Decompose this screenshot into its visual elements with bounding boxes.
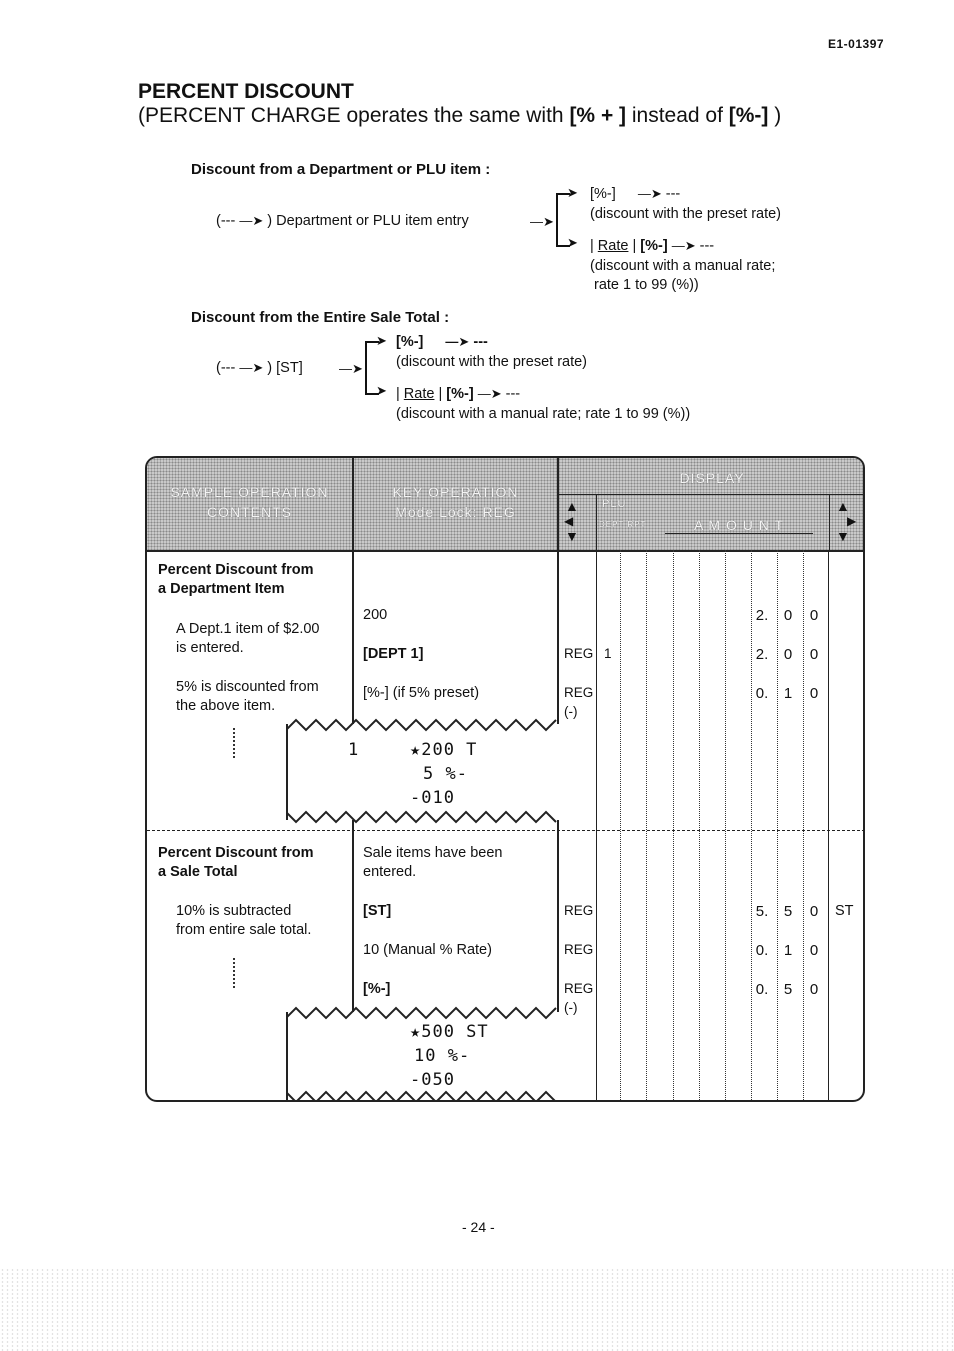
display-digit: 0	[809, 646, 819, 663]
arrow-left-icon: ◀	[564, 514, 574, 528]
operation-table	[145, 456, 865, 1102]
header-display: DISPLAY	[679, 470, 745, 486]
continuation-dots	[233, 958, 235, 988]
block1-key-3: [%-] (if 5% preset)	[363, 685, 480, 701]
display-digit: 0	[809, 942, 819, 959]
arrow-down-icon: ▼	[836, 528, 850, 544]
subtitle-key-minus: [%-]	[728, 104, 769, 127]
dept-branch1	[590, 186, 680, 202]
receipt-tear-edge	[286, 716, 559, 732]
display-digit: 0	[809, 607, 819, 624]
total-branch2-end: ---	[505, 386, 521, 402]
block2-desc1-line1: 10% is subtracted	[176, 903, 292, 919]
block1-key-2: [DEPT 1]	[363, 646, 424, 662]
header-contents-line2: CONTENTS	[207, 504, 292, 520]
receipt-line: -050	[410, 1070, 455, 1090]
arrow-right-icon: ―➤	[530, 214, 554, 229]
table-header	[147, 458, 863, 552]
total-branch1-key: [%-]	[396, 334, 424, 350]
display-digit: 0	[809, 981, 819, 998]
receipt-printout	[286, 724, 559, 820]
header-key-line2: Mode Lock: REG	[395, 504, 516, 520]
digit-guide	[725, 550, 726, 1102]
page-subtitle	[138, 104, 781, 128]
block1-desc1-line1: A Dept.1 item of $2.00	[176, 621, 320, 637]
block1-row2-mode: REG	[564, 646, 594, 661]
block2-row2-mode: REG	[564, 942, 594, 957]
display-digit: 5	[783, 903, 793, 920]
arrow-right-icon: ➤	[567, 235, 578, 250]
block1-title-line1: Percent Discount from	[158, 562, 314, 578]
display-digit: 0	[783, 607, 793, 624]
header-subdivider	[829, 494, 830, 550]
block2-key-2: [ST]	[363, 903, 392, 919]
display-digit: 0	[809, 685, 819, 702]
block2-desc1-line2: from entire sale total.	[176, 922, 312, 938]
dept-branch1-key: [%-]	[590, 186, 616, 202]
dept-branch2-end: ---	[699, 238, 715, 254]
display-digit: 0	[783, 646, 793, 663]
subtitle-mid: instead of	[626, 104, 729, 127]
display-digit: 2.	[755, 607, 769, 624]
block2-key-1-line1: Sale items have been	[363, 845, 503, 861]
page-title: PERCENT DISCOUNT	[138, 80, 354, 103]
dept-branch2-key: [%-]	[640, 238, 668, 254]
block1-desc1-line2: is entered.	[176, 640, 244, 656]
total-entry-text: ) [ST]	[267, 360, 303, 376]
receipt-line: 5 %-	[423, 764, 468, 784]
total-entry-prefix: (---	[216, 360, 236, 376]
receipt-line: ★500 ST	[410, 1022, 489, 1042]
display-digit: 1	[783, 685, 793, 702]
header-subdivider	[596, 494, 597, 550]
block2-title-line2: a Sale Total	[158, 864, 238, 880]
block2-key-1-line2: entered.	[363, 864, 417, 880]
arrow-right-icon: ―➤	[477, 386, 502, 401]
total-entry-flow	[216, 360, 303, 376]
receipt-tear-edge	[286, 810, 559, 826]
receipt-line: -010	[410, 788, 455, 808]
document-id: E1-01397	[828, 37, 885, 51]
block1-row3-sign: (-)	[564, 704, 578, 719]
receipt-qty: 1	[348, 740, 360, 760]
column-divider	[828, 550, 829, 1102]
arrow-up-icon: ▲	[836, 498, 850, 514]
display-digit: 0.	[755, 685, 769, 702]
total-rate-key: Rate	[403, 386, 435, 402]
block2-row3-mode: REG	[564, 981, 594, 996]
block2-key-1	[363, 844, 502, 882]
total-branch2: | Rate | [%-] ―➤ ---	[396, 386, 521, 402]
block2-title-line1: Percent Discount from	[158, 845, 314, 861]
digit-guide	[751, 550, 752, 1102]
header-key-line1: KEY OPERATION	[392, 484, 519, 500]
arrow-right-icon: ―➤	[637, 186, 662, 201]
dept-rate-key: Rate	[597, 238, 629, 254]
dept-branch1-note: (discount with the preset rate)	[590, 206, 782, 222]
subtitle-prefix: (PERCENT CHARGE operates the same with	[138, 104, 570, 127]
block-separator	[147, 830, 865, 831]
arrow-right-icon: ―➤	[239, 213, 264, 228]
digit-guide	[673, 550, 674, 1102]
block1-title	[158, 561, 314, 599]
digit-guide	[777, 550, 778, 1102]
digit-guide	[646, 550, 647, 1102]
block1-title-line2: a Department Item	[158, 581, 285, 597]
total-branch2-note: (discount with a manual rate; rate 1 to 99 (%))	[396, 406, 691, 422]
arrow-right-icon: ―➤	[239, 360, 264, 375]
display-divider	[559, 494, 865, 495]
digit-guide	[699, 550, 700, 1102]
dept-branch1-end: ---	[665, 186, 681, 202]
digit-guide	[803, 550, 804, 1102]
block1-desc2-line1: 5% is discounted from	[176, 679, 319, 695]
dept-branch2: | Rate | [%-] ―➤ ---	[590, 238, 715, 254]
dept-entry-prefix: (---	[216, 213, 236, 229]
dept-section-heading: Discount from a Department or PLU item :	[191, 161, 491, 178]
total-branch2-key: [%-]	[446, 386, 474, 402]
dept-branch2-note1: (discount with a manual rate;	[590, 258, 776, 274]
digit-guide	[620, 550, 621, 1102]
receipt-printout	[286, 1012, 559, 1102]
header-amount: A M O U N T	[665, 517, 813, 534]
display-digit: 0	[809, 903, 819, 920]
dept-entry-flow	[216, 213, 469, 229]
arrow-right-icon: ➤	[376, 383, 387, 398]
arrow-right-icon: ―➤	[445, 334, 470, 349]
subtitle-key-plus: [% + ]	[569, 104, 627, 127]
receipt-tear-edge	[286, 1004, 559, 1020]
arrow-up-icon: ▲	[565, 498, 579, 514]
block2-row1-mode: REG	[564, 903, 594, 918]
header-plu: PLU	[602, 498, 627, 510]
block2-key-4: [%-]	[363, 981, 391, 997]
arrow-right-icon: ▶	[847, 514, 857, 528]
arrow-right-icon: ―➤	[339, 361, 363, 376]
scan-noise	[0, 1268, 954, 1351]
block1-row3-mode: REG	[564, 685, 594, 700]
display-digit: 0.	[755, 981, 769, 998]
header-dept-rpt: DEPT RPT	[599, 520, 647, 529]
dept-entry-text: ) Department or PLU item entry	[267, 213, 469, 229]
display-digit: 2.	[755, 646, 769, 663]
block1-key-1: 200	[363, 607, 388, 623]
block1-row2-dept: 1	[604, 646, 612, 661]
column-divider	[596, 550, 597, 1102]
block1-desc2-line2: the above item.	[176, 698, 276, 714]
page-number: - 24 -	[462, 1219, 495, 1235]
total-branch1	[396, 334, 488, 350]
arrow-right-icon: ➤	[567, 185, 578, 200]
receipt-tear-edge	[286, 1090, 559, 1102]
block2-title	[158, 844, 314, 882]
dept-branch2-note2: rate 1 to 99 (%))	[594, 277, 699, 293]
display-digit: 1	[783, 942, 793, 959]
continuation-dots	[233, 728, 235, 758]
arrow-right-icon: ―➤	[671, 238, 696, 253]
header-contents-line1: SAMPLE OPERATION	[170, 484, 329, 500]
arrow-down-icon: ▼	[565, 528, 579, 544]
arrow-right-icon: ➤	[376, 333, 387, 348]
block1-desc1	[176, 620, 319, 658]
total-branch1-end: ---	[473, 334, 488, 350]
display-digit: 5.	[755, 903, 769, 920]
display-st-indicator: ST	[835, 903, 854, 919]
receipt-line: 10 %-	[414, 1046, 471, 1066]
receipt-line: ★200 T	[410, 740, 478, 760]
block2-row3-sign: (-)	[564, 1000, 578, 1015]
total-section-heading: Discount from the Entire Sale Total :	[191, 309, 450, 326]
total-branch1-note: (discount with the preset rate)	[396, 354, 588, 370]
block1-desc2	[176, 678, 319, 716]
display-digit: 0.	[755, 942, 769, 959]
block2-key-3: 10 (Manual % Rate)	[363, 942, 492, 958]
display-digit: 5	[783, 981, 793, 998]
block2-desc1	[176, 902, 311, 940]
subtitle-suffix: )	[768, 104, 782, 127]
